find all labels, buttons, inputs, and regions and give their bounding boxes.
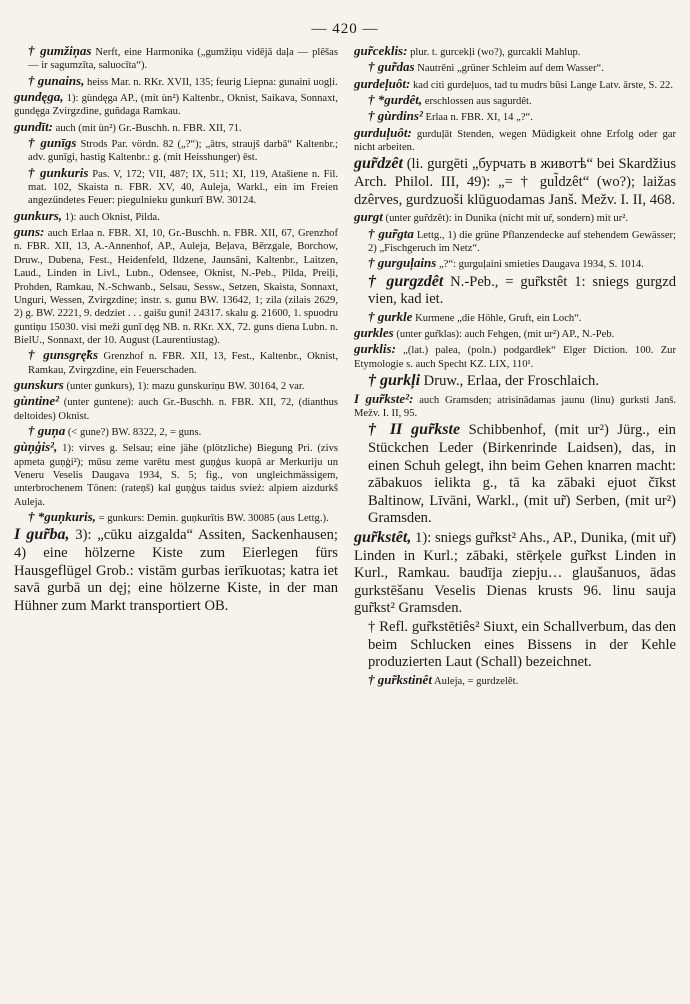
entry-body: 1): virves g. Selsau; eine jähe (plötzliche) Biegung Pri. (zivs apmeta guņģi²); mūsu zeme varētu mest guņģus kuopā ar Merkuriju un Veneru Veselis Daugava 1934, S. 5; fig., von ungleichmässigem, unterbrochenem Tönen: (rateņš) kal guņģus taidus svież: alpiem aizdurkš Auleja. xyxy=(14,443,338,508)
entry-body: Erlaa n. FBR. XI, 14 „?“. xyxy=(422,112,533,124)
dictionary-entry xyxy=(354,273,676,309)
entry-body: auch Erlaa n. FBR. XI, 10, Gr.-Buschh. n. FBR. XII, 67, Grenzhof n. FBR. XII, 13, A.-Annenhof, AP., Auleja, Beļava, Bērzgale, Borchow, Druw., Dubena, Fest., Heidenfeld, Ildzene, Jaunsāni, Kaltenbr., Laitzen, Laud., Linden in Livl., Lubn., Odensee, Oknist, N.-Peb., Pilda, Preiļi, Prohden, Ramkau, N.-Schwanb., Selsau, Sessw., Setzen, Skaista, Sonnaxt, Unguri, Wessen, Zvirgzdine; instr. s. gunu BW. 13642, 1; zila (zilais 2629, 2) g. BW. 2221, 9. dedziet . . . gaišu guni! 24317. skalu g. 21600, 1. spuodru guntiņu 15030. visi meži gunī dęg NB. n. RKr. XX, 72. guns diena Lubn. n. BielU., Sonnaxt, der 10. August (Laurentiustag). xyxy=(14,228,338,346)
entry-body: (unter guntene): auch Gr.-Buschh. n. FBR. XII, 72, (dianthus deltoides) Oknist. xyxy=(14,397,338,422)
entry-headword: gundęga, xyxy=(14,89,64,105)
entry-headword: gunskurs xyxy=(14,376,64,392)
entry-body: Nautrēni „grüner Schleim auf dem Wasser“. xyxy=(414,63,604,75)
entry-headword: † *guņkuris, xyxy=(28,509,96,524)
entry-headword: gur̃kstêt, xyxy=(354,528,412,546)
dictionary-entry xyxy=(354,227,676,256)
dictionary-entry xyxy=(14,526,338,615)
entry-headword: gurkles xyxy=(354,325,394,341)
entry-body: 3): „cūku aizgalda“ Assiten, Sackenhausen; 4) eine hölzerne Kiste zum Eierlegen fürs Hausgeflügel Grob.: vistām gurbas ierīkuotas; katra iet savā gurbā un dęj; eine hölzerne Kiste, in der man Hühner zum Markt transportiert OB. xyxy=(14,527,338,614)
entry-body: Grenzhof n. FBR. XII, 13, Fest., Kaltenbr., Oknist, Ramkau, Zvirgzdine, ein Feuerschaden. xyxy=(28,351,338,376)
entry-body: Druw., Erlaa, der Froschlaich. xyxy=(420,373,599,390)
dictionary-entry xyxy=(354,93,676,108)
entry-headword: gurklis: xyxy=(354,341,396,357)
entry-headword: † guņa xyxy=(28,422,66,438)
entry-headword: † gurkle xyxy=(368,308,413,324)
left-column xyxy=(14,44,338,689)
entry-body: (< gune?) BW. 8322, 2, = guns. xyxy=(65,426,202,438)
entry-headword: † gurguļains xyxy=(368,255,437,271)
entry-headword: † II gur̃kste xyxy=(368,421,461,439)
entry-body: (unter gunkurs), 1): mazu gunskuriņu BW. 30164, 2 var. xyxy=(63,380,305,392)
entry-headword: gunkurs, xyxy=(14,207,63,223)
dictionary-entry xyxy=(14,90,338,119)
entry-headword: † gur̃das xyxy=(368,59,415,75)
entry-headword: † gùrdins² xyxy=(368,108,423,124)
entry-headword: † gurgzdêt xyxy=(368,272,444,290)
dictionary-entry xyxy=(14,348,338,377)
dictionary-entry xyxy=(354,421,676,528)
entry-body: (unter gur̃dzêt): in Dunika (nicht mit ur̃, sondern) mit ur². xyxy=(382,213,629,225)
dictionary-entry xyxy=(14,136,338,165)
dictionary-entry xyxy=(354,310,676,325)
entry-body: Strods Par. vördn. 82 („?“); „ātrs, straujš darbā“ Kaltenbr.; adv. gunīgi, hastig Kaltenbr.: g. (mit Heisshunger) ēst. xyxy=(28,139,339,164)
entry-headword: † gurkļi xyxy=(368,372,421,390)
entry-headword: gundīt: xyxy=(14,118,54,134)
dictionary-entry xyxy=(14,120,338,135)
dictionary-entry xyxy=(354,372,676,391)
entry-headword: I gur̃kste²: xyxy=(354,390,414,406)
entry-headword: gur̃ceklis: xyxy=(354,43,408,58)
entry-body: = gunkurs: Demin. guņkurītis BW. 30085 (aus Lettg.). xyxy=(95,513,329,524)
entry-body: plur. t. gurcekļi (wo?), gurcakli Mahlup. xyxy=(407,47,581,58)
dictionary-entry xyxy=(354,326,676,341)
entry-headword: guns: xyxy=(14,224,45,240)
dictionary-entry xyxy=(354,529,676,618)
dictionary-entry xyxy=(354,256,676,271)
entry-body: N.-Peb., = gur̃kstêt 1: sniegs gurgzd vien, kad iet. xyxy=(368,273,676,308)
dictionary-entry xyxy=(14,166,338,208)
dictionary-entry xyxy=(14,225,338,347)
entry-headword: I gur̃ba, xyxy=(14,526,70,544)
dictionary-entry xyxy=(354,155,676,209)
entry-headword: † gunains, xyxy=(28,72,85,88)
dictionary-entry xyxy=(14,74,338,89)
entry-headword: gurduļuôt: xyxy=(354,124,412,140)
entry-body: „?“: gurguļaini smieties Daugava 1934, S. 1014. xyxy=(436,259,644,271)
dictionary-entry xyxy=(14,209,338,224)
entry-body: Pas. V, 172; VII, 487; IX, 511; XI, 119, Atašiene n. Fil. mat. 102, Skaista n. FBR. XV, 40, Auleja, Warkl., ein im Freien angezündetes Feuer: piegulnieku gunkurī BW. 30124. xyxy=(28,168,339,207)
dictionary-entry xyxy=(354,60,676,75)
entry-headword: gurdeļuôt: xyxy=(354,75,411,91)
entry-body: (li. gurgēti „бурчать в животѣ“ bei Skardžius Arch. Philol. III, 49): „= † gul̃dzêt“ (wo?); laižas dzêrves, gurdzuoši klūguodamas Janš. Mežv. I. II, 468. xyxy=(354,156,676,208)
entry-body: Auleja, = gurdzelêt. xyxy=(431,675,519,687)
dictionary-entry xyxy=(354,109,676,124)
entry-headword: gùņģis², xyxy=(14,439,58,455)
right-column xyxy=(354,44,676,689)
dictionary-entry xyxy=(14,510,338,525)
dictionary-entry xyxy=(354,126,676,155)
entry-headword: † gumžiņas xyxy=(28,43,92,58)
dictionary-entry xyxy=(354,392,676,421)
entry-body: (unter gur̃klas): auch Fehgen, (mit ur²) AP., N.-Peb. xyxy=(393,329,615,341)
entry-headword: gùntine² xyxy=(14,393,60,409)
entry-body: gurduļāt Stenden, wegen Müdigkeit ohne Erfolg oder gar nicht arbeiten. xyxy=(354,128,676,154)
entry-headword: † gur̃gta xyxy=(368,225,414,241)
entry-headword: gur̃dzêt xyxy=(354,155,403,173)
entry-body: 1): sniegs gur̃kst² Ahs., AP., Dunika, (mit ur̃) Linden in Kurl.; zābaki, stērķele gur̃kst Linden in Kurl., Ramkau. baudīja ziepju… glaušanuos, ādas gurkstēšanu Veselis Dienas krusts 96. linu sauja gur̃kst² Gramsden. xyxy=(354,529,676,617)
entry-body: Schibbenhof, (mit ur²) Jürg., ein Stückchen Leder (Birkenrinde Laidsen), das, in einen Schuh gelegt, ihn beim Gehen knarren macht: zābakuos ielikta g., tā ka zābaki ejuot čīkst Baltinow, Līvāni, Warkl., (mit ur̃) Serben, (mit ur²) Gramsden. xyxy=(368,422,676,527)
entry-headword: † gunkuris xyxy=(28,164,89,180)
entry-headword: gurgt xyxy=(354,209,383,225)
columns xyxy=(14,44,676,689)
entry-body: Kurmene „die Höhle, Gruft, ein Loch“. xyxy=(412,312,582,324)
dictionary-entry xyxy=(14,44,338,73)
entry-body: auch Gramsden; atrisinādamas jaunu (linu) gurksti Janš. Mežv. I. II, 95. xyxy=(354,394,677,420)
dictionary-entry xyxy=(354,210,676,225)
entry-headword: † gunsgrę̃ks xyxy=(28,347,99,363)
entry-body: erschlossen aus sagurdêt. xyxy=(422,96,532,108)
entry-body: 1): gùndęga AP., (mit ùn²) Kaltenbr., Oknist, Saikava, Sonnaxt, gundęga Zvirgzdine, guñdaga Ramkau. xyxy=(14,93,338,118)
dictionary-entry xyxy=(354,44,676,59)
page-number: — 420 — xyxy=(311,21,379,37)
dictionary-entry xyxy=(14,440,338,509)
entry-body: † Refl. gur̃kstētiês² Siuxt, ein Schallverbum, das den beim Schlucken eines Bissens in der Kehle produzierten Laut (Schall) bezeichnet. xyxy=(368,618,676,671)
dictionary-entry xyxy=(354,77,676,92)
entry-body: auch (mit ùn²) Gr.-Buschh. n. FBR. XII, 71. xyxy=(53,122,242,134)
dictionary-entry xyxy=(14,378,338,393)
dictionary-entry xyxy=(14,394,338,423)
dictionary-entry xyxy=(354,342,676,371)
entry-headword: † gur̃kstinêt xyxy=(368,671,432,687)
dictionary-entry xyxy=(14,424,338,439)
entry-body: „(lat.) palea, (poln.) podgardłek“ Elger Diction. 100. Zur Etymologie s. auch Specht KZ. LIX, 110¹. xyxy=(354,345,676,370)
entry-body: 1): auch Oknist, Pilda. xyxy=(62,211,160,223)
entry-body: kad citi gurdeļuos, tad tu mudrs būsi Lange Latv. ārste, S. 22. xyxy=(410,79,673,91)
entry-body: Nerft, eine Harmonika („gumžiņu vidējā daļa — plēšas — ir sagumzīta, saluocīta“). xyxy=(28,47,338,72)
entry-body: heiss Mar. n. RKr. XVII, 135; feurig Liepna: gunaini uogļi. xyxy=(84,76,338,88)
entry-headword: † gunīgs xyxy=(28,135,77,151)
dictionary-entry xyxy=(354,619,676,672)
entry-headword: † *gurdêt, xyxy=(368,92,423,108)
dictionary-entry xyxy=(354,673,676,688)
entry-body: Lettg., 1) die grüne Pflanzendecke auf stehendem Gewässer; 2) „Fischgeruch im Netz“. xyxy=(368,229,676,254)
